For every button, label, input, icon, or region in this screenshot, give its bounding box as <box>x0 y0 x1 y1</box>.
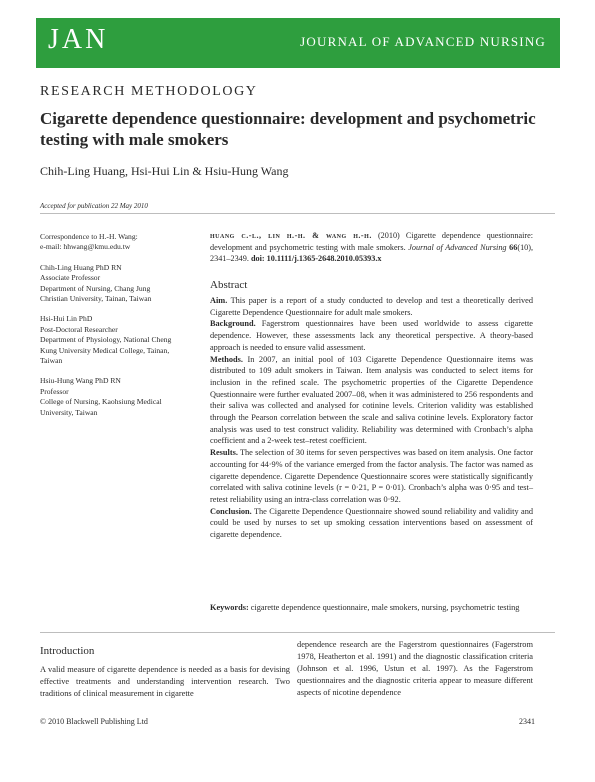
abstract-results <box>210 447 533 506</box>
affiliation-line: College of Nursing, Kaohsiung Medical <box>40 397 162 407</box>
citation-year: (2010) <box>377 231 400 240</box>
affiliation-3 <box>40 376 200 418</box>
abstract-text: The Cigarette Dependence Questionnaire showed sound reliability and validity and could be used by nurses to set up smoking cessation interventions based on assessment of cigarette dependence. <box>210 506 533 540</box>
abstract-text: In 2007, an initial pool of 103 Cigarette Dependence Questionnaire items was distributed to 109 adult smokers in Taiwan. Item analysis was conducted to select items for inclusion in the refined scale. The psychometric properties of the Cigarette Dependence Questionnaire were further evaluated 2007–08, when it was administered to 256 respondents and their saliva was collected and analysed for cotinine levels. Criterion validity was established through the Pearson correlation between the scale and saliva cotinine levels. Exploratory factor analysis was used to test construct validity. Reliability was determined with Cronbach’s alpha coefficient and a 2-week test–retest coefficient. <box>210 354 533 446</box>
article-title: Cigarette dependence questionnaire: development and psychometric testing with male smokers <box>40 109 536 149</box>
divider <box>40 632 555 633</box>
abstract-text: This paper is a report of a study conducted to develop and test a theoretically derived Cigarette Dependence Questionnaire for adult male smokers. <box>210 296 533 317</box>
affiliation-line: Chih-Ling Huang PhD RN <box>40 262 122 272</box>
journal-name: JOURNAL OF ADVANCED NURSING <box>300 34 546 49</box>
correspondence-line: Correspondence to H.-H. Wang: <box>40 232 138 241</box>
affiliation-2 <box>40 314 200 366</box>
citation <box>210 230 533 265</box>
citation-doi[interactable]: doi: 10.1111/j.1365-2648.2010.05393.x <box>250 254 382 263</box>
citation-issue-pages: (10), 2341–2349. <box>210 242 534 263</box>
abstract-label: Aim. <box>210 296 228 305</box>
affiliation-line: Department of Nursing, Chang Jung <box>40 283 151 293</box>
page-number: 2341 <box>519 717 535 726</box>
abstract-heading: Abstract <box>210 279 248 291</box>
citation-journal: Journal of Advanced Nursing <box>408 242 507 252</box>
abstract-label: Background. <box>210 319 256 329</box>
affiliation-line: Post-Doctoral Researcher <box>40 324 118 334</box>
correspondence-email[interactable]: e-mail: hhwang@kmu.edu.tw <box>40 242 131 252</box>
abstract-methods <box>210 354 533 448</box>
affiliation-line: Christian University, Tainan, Taiwan <box>40 294 152 304</box>
introduction-heading: Introduction <box>40 645 95 657</box>
affiliation-line: Hsi-Hui Lin PhD <box>40 314 93 324</box>
author-info-column <box>40 232 200 428</box>
citation-volume: 66 <box>509 242 518 252</box>
introduction-text-right: dependence research are the Fagerstrom questionnaires (Fagerstrom 1978, Heatherton et al. 1991) and the diagnostic classification criteria (Johnson et al. 1996, Ustun et al. 1997). As the Fagerstrom questionnaires and the diagnostic criteria appear to measure different aspects of nicotine dependence <box>297 640 533 697</box>
affiliation-line: Department of Physiology, National Cheng <box>40 335 172 345</box>
keywords <box>210 602 533 614</box>
journal-banner <box>36 18 560 68</box>
citation-title: Cigarette dependence questionnaire: development and psychometric testing with male smokers. <box>210 231 533 252</box>
affiliation-line: University, Taiwan <box>40 407 98 417</box>
copyright: © 2010 Blackwell Publishing Ltd <box>40 717 148 726</box>
affiliation-line: Kung University Medical College, Tainan, <box>40 345 170 355</box>
abstract-label: Conclusion. <box>210 506 252 516</box>
abstract-text: The selection of 30 items for seven perspectives was based on item analysis. One factor accounting for 44·9% of the variance emerged from the factor analysis. The factor was named as cigarette dependence. Cigarette Dependence Questionnaire scores were statistically significantly correlated with saliva cotinine levels (r = 0·21, P = 0·01). Cronbach’s alpha was 0·95 and test–retest reliability using an intra-class correlation was 0·92. <box>210 448 533 504</box>
abstract-label: Results. <box>210 448 238 458</box>
accepted-date: Accepted for publication 22 May 2010 <box>40 202 148 210</box>
affiliation-1 <box>40 263 200 305</box>
article-authors: Chih-Ling Huang, Hsi-Hui Lin & Hsiu-Hung Wang <box>40 164 289 178</box>
abstract-label: Methods. <box>210 354 243 364</box>
affiliation-line: Associate Professor <box>40 273 101 283</box>
abstract-conclusion <box>210 506 533 541</box>
citation-authors: huang c.-l., lin h.-h. & wang h.-h. <box>210 231 372 240</box>
affiliation-line: Taiwan <box>40 356 63 366</box>
abstract-background <box>210 318 533 353</box>
divider <box>40 213 555 214</box>
abstract-aim <box>210 295 533 318</box>
correspondence <box>40 232 200 253</box>
affiliation-line: Professor <box>40 386 69 396</box>
section-label: RESEARCH METHODOLOGY <box>40 84 258 99</box>
keywords-text: cigarette dependence questionnaire, male smokers, nursing, psychometric testing <box>250 603 520 612</box>
journal-logo: JAN <box>48 24 109 55</box>
introduction-text-left: A valid measure of cigarette dependence is needed as a basis for devising effective treatments and understanding intervention research. Two traditions of clinical measurement in cigarette <box>40 665 290 698</box>
affiliation-line: Hsiu-Hung Wang PhD RN <box>40 376 121 386</box>
abstract-text: Fagerstrom questionnaires have been used worldwide to assess cigarette dependence. However, these assessments lack any theoretical perspective. A theory-based approach is needed to ensure valid assessment. <box>210 319 533 352</box>
abstract-body <box>210 295 533 541</box>
keywords-label: Keywords: <box>210 603 249 612</box>
